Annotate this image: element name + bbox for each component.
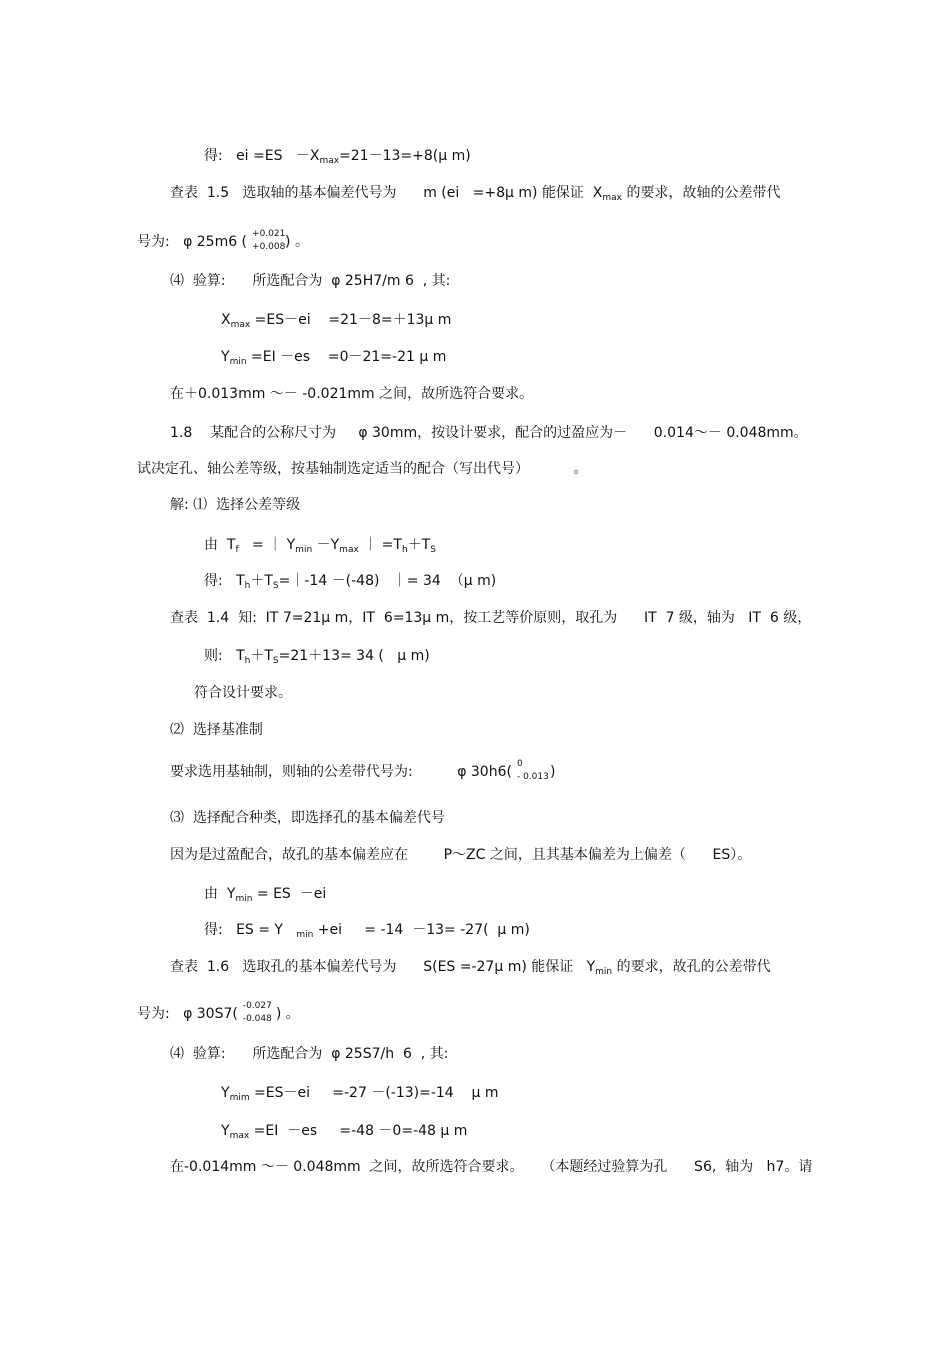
subscript: S: [272, 581, 279, 591]
formula-line: [221, 1122, 467, 1140]
text: 号为: φ 25m6 (: [137, 234, 248, 250]
subscript: min: [235, 894, 253, 904]
text: =ES－ei =-27 －(-13)=-14 μ m: [249, 1085, 499, 1101]
subscript: min: [595, 967, 613, 977]
text: 的要求，故轴的公差带代: [622, 185, 781, 201]
paragraph-line: 因为是过盈配合，故孔的基本偏差应在 P～ZC 之间，且其基本偏差为上偏差（ ES）。: [170, 847, 752, 863]
text: 查表 1.6 选取孔的基本偏差代号为 S(ES =-27μ m) 能保证 Y: [170, 959, 596, 975]
subscript: mim: [229, 1093, 250, 1103]
text: =21－13=+8(μ m): [339, 148, 471, 164]
text: ＋T: [407, 537, 431, 553]
text: ): [549, 764, 556, 780]
solution-step-heading: ⑶ 选择配合种类，即选择孔的基本偏差代号: [170, 810, 445, 826]
text: 查表 1.5 选取轴的基本偏差代号为 m (ei =+8μ m) 能保证 X: [170, 185, 603, 201]
text: Y: [221, 349, 230, 365]
text: ) 。: [275, 1006, 300, 1022]
text: =ES－ei =21－8=＋13μ m: [250, 312, 452, 328]
text: ) 。: [285, 234, 309, 250]
paragraph-line: 符合设计要求。: [194, 685, 292, 701]
solution-step-heading: 解: ⑴ 选择公差等级: [170, 497, 301, 513]
lower-deviation: +0.008: [252, 242, 286, 252]
subscript: max: [319, 156, 340, 166]
subscript: max: [339, 545, 359, 555]
solution-step-heading: ⑵ 选择基准制: [170, 722, 263, 738]
text: 由 T: [204, 537, 236, 553]
paragraph-line: 在＋0.013mm ～－ -0.021mm 之间，故所选符合要求。: [170, 386, 534, 402]
lower-deviation: - 0.013: [516, 772, 549, 782]
tolerance-stack: [248, 229, 284, 255]
subscript: h: [401, 545, 408, 555]
tolerance-code-line: [137, 228, 309, 256]
formula-line: [221, 311, 451, 329]
text: 则: T: [204, 648, 245, 664]
subscript: h: [244, 656, 251, 666]
text: X: [221, 312, 231, 328]
paragraph-line: [170, 184, 780, 202]
text: ｜ =T: [358, 537, 402, 553]
upper-deviation: 0: [516, 759, 523, 769]
problem-heading: 1.8 某配合的公称尺寸为 φ 30mm，按设计要求，配合的过盈应为－ 0.014～－ 0.048mm。: [170, 425, 808, 441]
text: 得: T: [204, 573, 245, 589]
subscript: min: [229, 357, 247, 367]
subscript: min: [296, 930, 314, 940]
text: Y: [221, 1123, 230, 1139]
subscript: max: [230, 320, 251, 330]
formula-ei-line: [204, 147, 471, 165]
formula-line: [204, 921, 530, 939]
tolerance-code-line: [137, 1000, 300, 1028]
text: Y: [221, 1085, 230, 1101]
upper-deviation: -0.027: [242, 1001, 272, 1011]
formula-line: [204, 647, 430, 665]
text: =EI －es =0－21=-21 μ m: [246, 349, 447, 365]
subscript: S: [272, 656, 279, 666]
formula-line: [221, 348, 446, 366]
text: 号为: φ 30S7(: [137, 1006, 238, 1022]
text: 得: ei =ES －X: [204, 148, 320, 164]
formula-line: [221, 1084, 499, 1102]
text: +ei = -14 －13= -27( μ m): [313, 922, 530, 938]
text: =｜-14 －(-48) ｜= 34 （μ m): [278, 573, 497, 589]
text: ＋T: [250, 648, 273, 664]
formula-line: [204, 536, 436, 554]
subscript: max: [602, 193, 622, 203]
text: 要求选用基轴制，则轴的公差带代号为: φ 30h6(: [170, 764, 512, 780]
tolerance-code-line: [170, 758, 555, 786]
text: ＋T: [250, 573, 273, 589]
paragraph-line: 查表 1.4 知: IT 7=21μ m，IT 6=13μ m，按工艺等价原则，取孔为 IT 7 级，轴为 IT 6 级，: [170, 610, 812, 626]
text: =EI －es =-48 －0=-48 μ m: [249, 1123, 468, 1139]
subscript: f: [235, 545, 239, 555]
subscript: max: [229, 1131, 250, 1141]
text: －Y: [312, 537, 340, 553]
upper-deviation: +0.021: [252, 229, 286, 239]
text: 由 Y: [204, 886, 236, 902]
subscript: min: [295, 545, 313, 555]
text: 的要求，故孔的公差带代: [612, 959, 771, 975]
formula-line: [204, 885, 326, 903]
tolerance-stack: [239, 1001, 275, 1027]
subscript: h: [244, 581, 251, 591]
paragraph-line: ⑷ 验算: 所选配合为 φ 25S7/h 6 , 其:: [170, 1046, 449, 1062]
paragraph-line: ⑷ 验算: 所选配合为 φ 25H7/m 6 , 其:: [170, 273, 451, 289]
paragraph-line: [170, 958, 771, 976]
paragraph-line: 试决定孔、轴公差等级，按基轴制选定适当的配合（写出代号） 。: [137, 461, 588, 477]
text: =21＋13= 34 ( μ m): [278, 648, 430, 664]
formula-line: [204, 572, 496, 590]
text: = ES －ei: [252, 886, 327, 902]
text: 得: ES = Y: [204, 922, 297, 938]
paragraph-line: 在-0.014mm ～－ 0.048mm 之间，故所选符合要求。 （本题经过验算为孔 S6, 轴为 h7。请: [170, 1159, 813, 1175]
subscript: S: [430, 545, 436, 555]
tolerance-stack: [513, 759, 549, 785]
text: = ｜ Y: [238, 537, 296, 553]
lower-deviation: -0.048: [242, 1014, 272, 1024]
